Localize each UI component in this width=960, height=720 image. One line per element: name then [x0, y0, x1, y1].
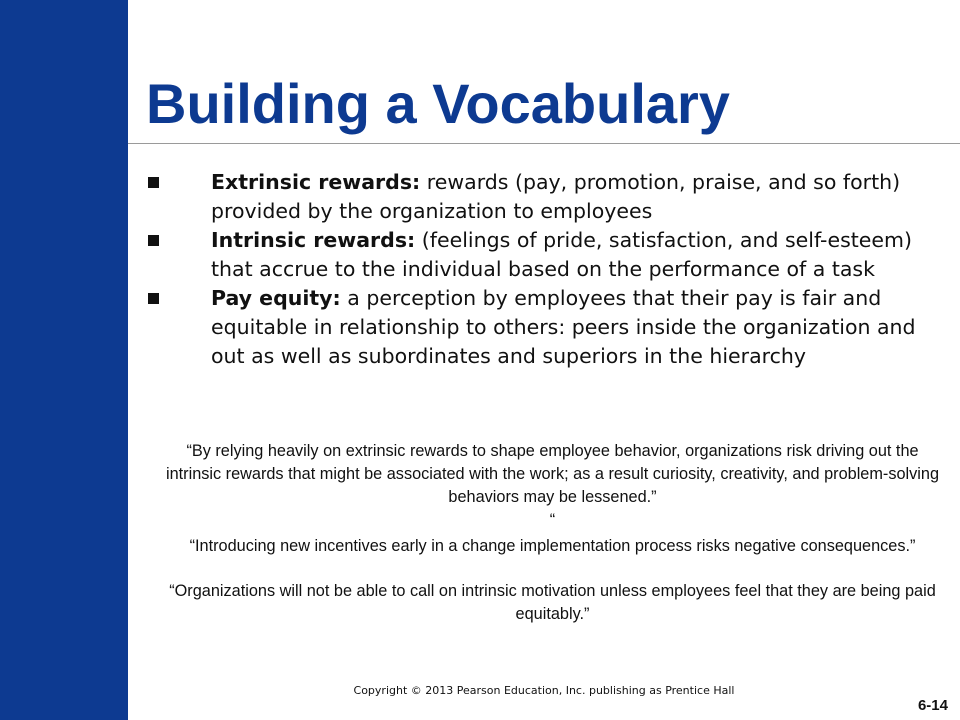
- quote-spacer: [160, 558, 945, 580]
- page-number: 6-14: [917, 697, 948, 714]
- definition-term: Intrinsic rewards:: [211, 228, 416, 252]
- square-bullet-icon: [148, 177, 159, 188]
- copyright-footer: Copyright © 2013 Pearson Education, Inc. publishing as Prentice Hall: [353, 684, 735, 697]
- quote-extrinsic-risk: “By relying heavily on extrinsic rewards to shape employee behavior, organizations risk driving out the intrinsic rewards that might be associated with the work; as a result curiosity, creativity, and problem-solving behaviors may be lessened.”: [165, 442, 940, 506]
- quote-block: [160, 440, 945, 626]
- definition-item-intrinsic-rewards: [146, 226, 936, 284]
- quote-pay-equitably: “Organizations will not be able to call on intrinsic motivation unless employees feel that they are being paid equitably.”: [169, 582, 936, 623]
- quote-new-incentives: “Introducing new incentives early in a change implementation process risks negative consequences.”: [189, 537, 916, 555]
- slide-title: Building a Vocabulary: [146, 72, 730, 135]
- square-bullet-icon: [148, 235, 159, 246]
- title-divider: [128, 143, 960, 144]
- definition-item-extrinsic-rewards: [146, 168, 936, 226]
- definition-term: Extrinsic rewards:: [211, 170, 421, 194]
- definition-list: [146, 168, 936, 371]
- definition-text: a perception by employees that their pay is fair and equitable in relationship to others: peers inside the organization and out as well as subordinates and superiors in the hierarchy: [211, 286, 916, 368]
- definition-text: rewards (pay, promotion, praise, and so forth) provided by the organization to employees: [211, 170, 901, 223]
- definition-term: Pay equity:: [211, 286, 341, 310]
- square-bullet-icon: [148, 293, 159, 304]
- side-color-bar: [0, 0, 128, 720]
- definition-item-pay-equity: [146, 284, 936, 371]
- definition-text: (feelings of pride, satisfaction, and self-esteem) that accrue to the individual based on the performance of a task: [211, 228, 912, 281]
- stray-quote-mark: “: [549, 511, 556, 529]
